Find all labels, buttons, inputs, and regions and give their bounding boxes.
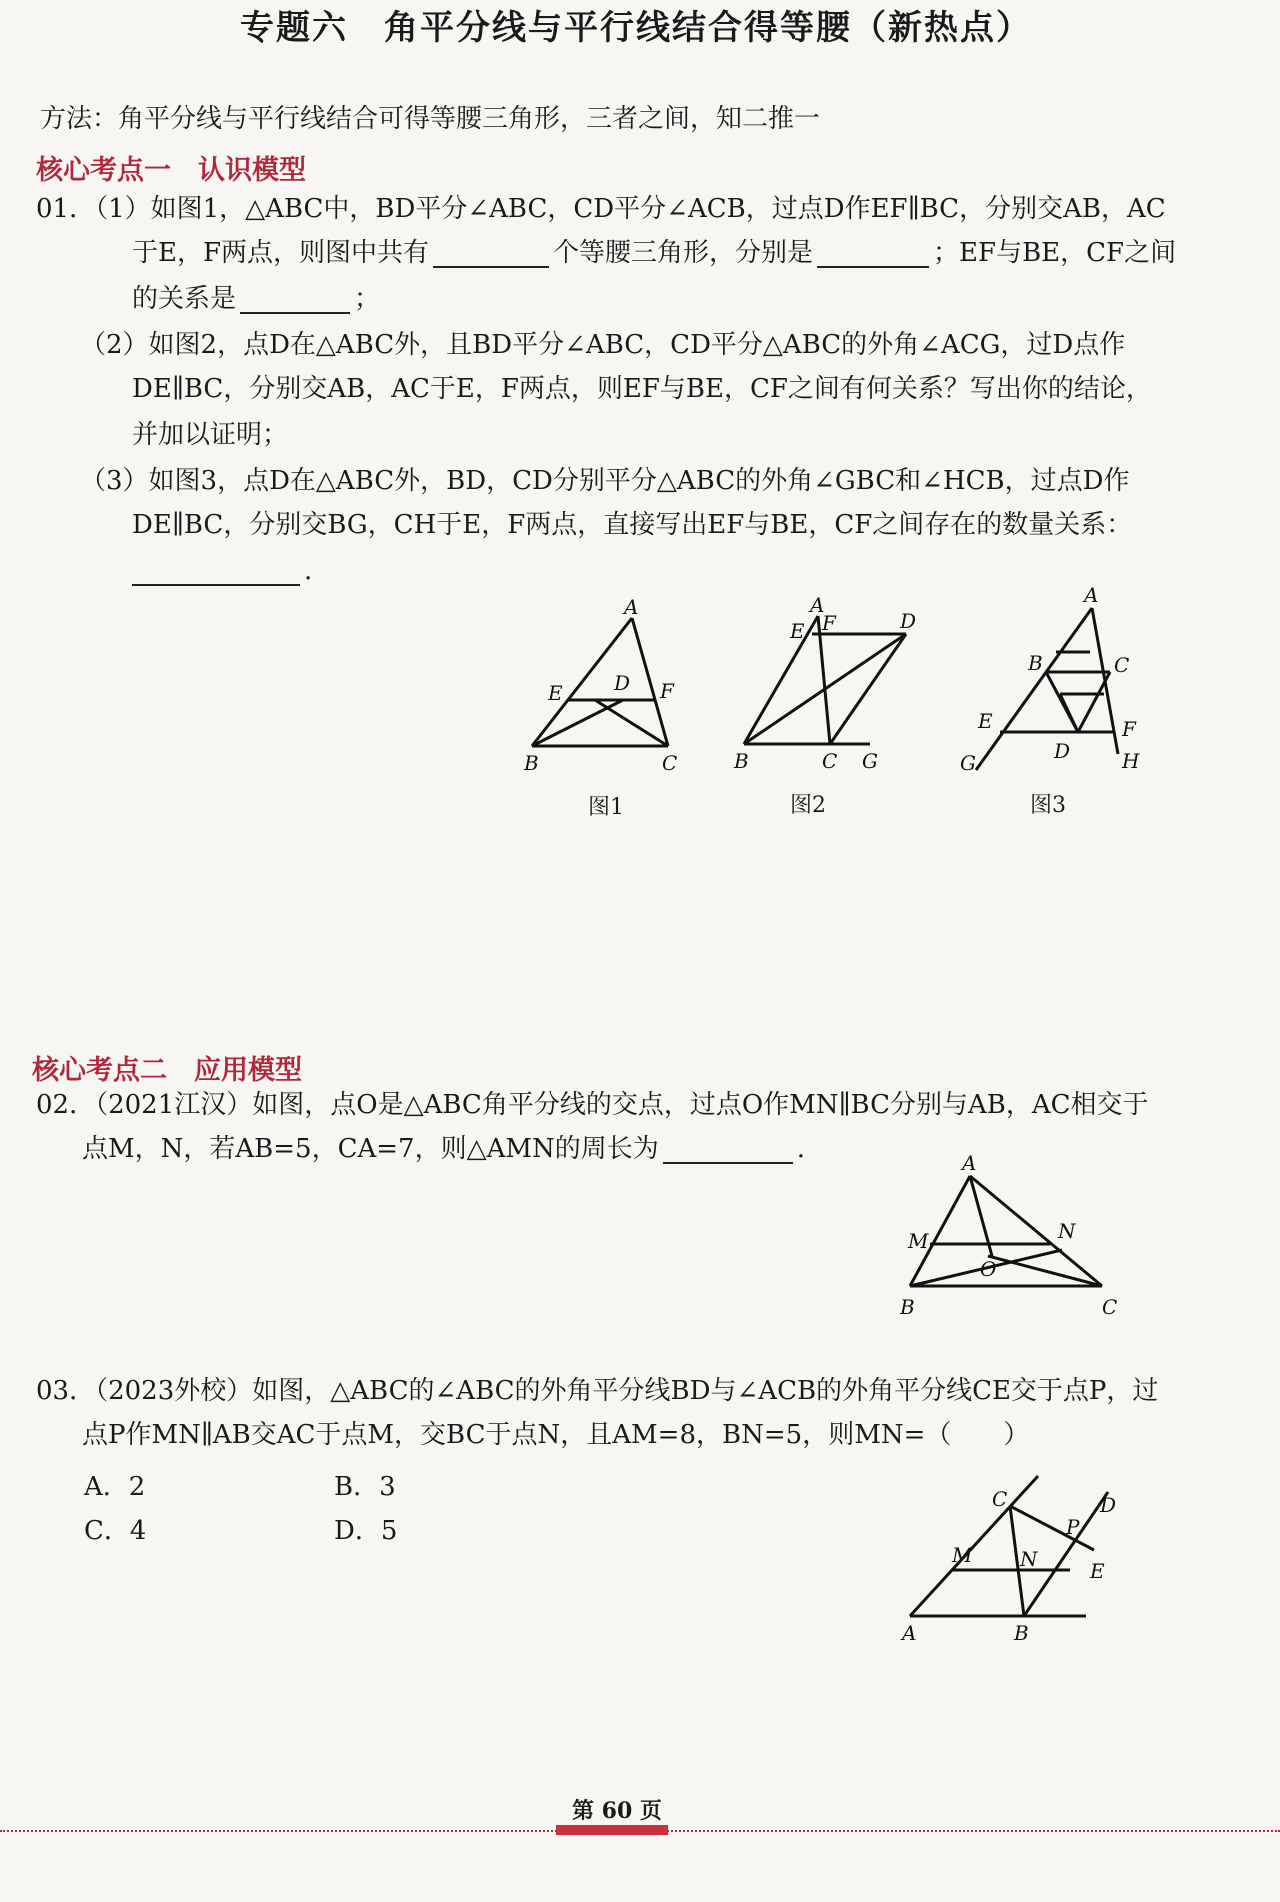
q3-option-d[interactable]: D．5	[334, 1516, 398, 1546]
fig2-line-cd	[830, 634, 906, 744]
figure-3	[950, 584, 1150, 780]
fig3-label-c: C	[1114, 653, 1130, 677]
q3-label-e: E	[1090, 1559, 1105, 1583]
fig1-label-c: C	[662, 751, 678, 775]
q2-label-o: O	[980, 1257, 997, 1281]
fig3-label-a: A	[1084, 584, 1099, 607]
fig2-side-ab	[744, 616, 818, 744]
fig2-label-f: F	[822, 611, 836, 635]
q2-blank-perimeter[interactable]	[663, 1138, 793, 1164]
fig2-caption: 图2	[790, 793, 826, 818]
q3-label-m: M	[952, 1543, 973, 1567]
q1-part3-line-2: DE∥BC，分别交BG，CH于E，F两点，直接写出EF与BE，CF之间存在的数量关系：	[132, 510, 1133, 540]
q3-label-p: P	[1066, 1515, 1080, 1539]
q1-line-3	[132, 284, 380, 314]
q2-text-b: .	[796, 1134, 805, 1164]
fig3-label-e: E	[978, 709, 993, 733]
q3-line-ce	[1010, 1506, 1094, 1550]
fig2-label-g: G	[862, 749, 878, 773]
q3-label-b: B	[1014, 1621, 1029, 1644]
q3-option-b[interactable]: B．3	[334, 1472, 396, 1502]
fig3-caption: 图3	[1030, 793, 1066, 818]
fig3-label-h: H	[1122, 749, 1140, 773]
q2-text-a: 点M，N，若AB=5，CA=7，则△AMN的周长为	[82, 1134, 659, 1164]
q1-part3-line-3	[132, 556, 312, 586]
figure-q2	[900, 1152, 1140, 1322]
q2-label-c: C	[1102, 1295, 1118, 1319]
fig2-label-e: E	[790, 619, 805, 643]
fig3-line-cd	[1078, 672, 1110, 732]
q1-part3-line-1: （3）如图3，点D在△ABC外，BD，CD分别平分△ABC的外角∠GBC和∠HCB，过点D作	[80, 466, 1130, 496]
q1-part3-period: .	[304, 556, 313, 586]
q3-label-a: A	[902, 1621, 917, 1644]
fig1-caption: 图1	[588, 795, 624, 820]
fig2-label-d: D	[900, 609, 917, 633]
fig3-label-g: G	[960, 751, 976, 775]
q1-part2-line-1: （2）如图2，点D在△ABC外，且BD平分∠ABC，CD平分△ABC的外角∠ACG，过D点作	[80, 330, 1126, 360]
figure-1	[520, 596, 680, 776]
fig3-inner-left	[1060, 694, 1078, 732]
fig3-line-ag	[976, 608, 1092, 770]
q1-line-2	[132, 238, 1176, 268]
q2-label-n: N	[1058, 1219, 1076, 1243]
fig2-label-b: B	[734, 749, 749, 773]
q2-label-b: B	[900, 1295, 915, 1319]
fig2-label-c: C	[822, 749, 838, 773]
q2-label-m: M	[908, 1229, 929, 1253]
q1-blank-relation[interactable]	[240, 288, 350, 314]
q3-label-n: N	[1020, 1547, 1038, 1571]
fig1-label-e: E	[548, 681, 563, 705]
q2-line-1: 02．（2021江汉）如图，点O是△ABC角平分线的交点，过点O作MN∥BC分别与AB，AC相交于	[36, 1090, 1149, 1120]
fig1-line-bd	[532, 700, 623, 746]
q3-label-c: C	[992, 1487, 1008, 1511]
fig3-label-d: D	[1054, 739, 1071, 763]
q1-part2-line-3: 并加以证明；	[132, 420, 289, 450]
fig1-label-f: F	[660, 679, 674, 703]
q1-text-b: 个等腰三角形，分别是	[553, 238, 814, 268]
fig2-label-a: A	[810, 594, 825, 617]
q2-line-2	[82, 1134, 805, 1164]
fig1-label-b: B	[524, 751, 539, 775]
q1-text-e: ；	[354, 284, 381, 314]
q1-text-d: 的关系是	[132, 284, 237, 314]
q3-option-a[interactable]: A．2	[84, 1472, 146, 1502]
q3-option-c[interactable]: C．4	[84, 1516, 147, 1546]
method-text: 方法：角平分线与平行线结合可得等腰三角形，三者之间，知二推一	[40, 104, 821, 134]
q1-text-c: ；EF与BE，CF之间	[933, 238, 1177, 268]
fig2-line-bd	[744, 634, 906, 744]
fig3-label-b: B	[1028, 651, 1043, 675]
page-title: 专题六 角平分线与平行线结合得等腰（新热点）	[240, 8, 1032, 48]
footer-accent-bar	[556, 1825, 668, 1835]
fig3-label-f: F	[1122, 717, 1136, 741]
fig1-label-d: D	[614, 671, 631, 695]
q1-part2-line-2: DE∥BC，分别交AB，AC于E，F两点，则EF与BE，CF之间有何关系？写出你的结论，	[132, 374, 1152, 404]
q1-text-a: 于E，F两点，则图中共有	[132, 238, 430, 268]
page-number: 第 60 页	[572, 1798, 662, 1824]
figure-q3	[890, 1464, 1130, 1644]
section-heading-1: 核心考点一 认识模型	[36, 155, 306, 186]
q3-line-2: 点P作MN∥AB交AC于点M，交BC于点N，且AM=8，BN=5，则MN=（ ）	[82, 1420, 1030, 1450]
q3-line-ac-ext	[910, 1476, 1038, 1616]
section-heading-2: 核心考点二 应用模型	[32, 1055, 302, 1086]
q1-blank-part3[interactable]	[132, 560, 300, 586]
q1-blank-triangles[interactable]	[817, 242, 929, 268]
fig1-label-a: A	[624, 596, 639, 619]
q1-line-1: 01．（1）如图1，△ABC中，BD平分∠ABC，CD平分∠ACB，过点D作EF∥BC，分别交AB，AC	[36, 194, 1166, 224]
q2-label-a: A	[962, 1152, 977, 1175]
q3-label-d: D	[1100, 1493, 1117, 1517]
q1-blank-count[interactable]	[433, 242, 549, 268]
figure-2	[730, 594, 920, 776]
q3-line-1: 03．（2023外校）如图，△ABC的∠ABC的外角平分线BD与∠ACB的外角平分线CE交于点P，过	[36, 1376, 1159, 1406]
